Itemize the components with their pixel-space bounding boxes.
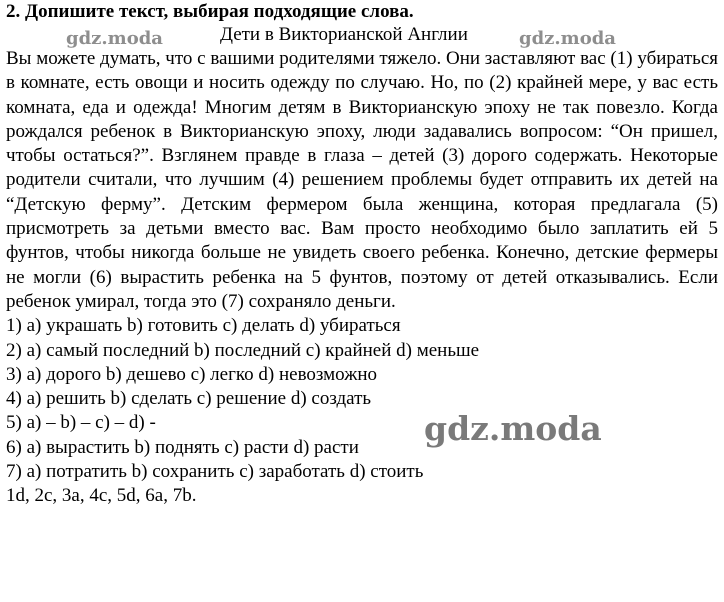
passage-text: Вы можете думать, что с вашими родителями тяжело. Они заставляют вас (1) убираться в комнате, есть овощи и носить одежду по случаю. Но, по (2) крайней мере, у вас есть комната, еда и одежда! Многим детям в Викторианскую эпоху не так повезло. Когда рождался ребенок в Викторианскую эпоху, люди задавались вопросом: “Он пришел, чтобы остаться?”. Взглянем правде в глаза – детей (3) дорого содержать. Некоторые родители считали, что лучшим (4) решением проблемы будет отправить их детей на “Детскую ферму”. Детским фермером была женщина, которая предлагала (5) присмотреть за детьми вместо вас. Вам просто необходимо было заплатить ей 5 фунтов, чтобы никогда больше не увидеть своего ребенка. Конечно, детские фермеры не могли (6) вырастить ребенка на 5 фунтов, поэтому от детей отказывались. Если ребенок умирал, тогда это (7) сохраняло деньги. (6, 48, 718, 312)
answer-key: 1d, 2c, 3a, 4c, 5d, 6a, 7b. (6, 485, 197, 507)
watermark-top-right: gdz.moda (519, 28, 616, 49)
option-line-7: 7) a) потратить b) сохранить c) заработать d) стоить (6, 461, 424, 483)
document-page (6, 0, 718, 509)
option-line-4: 4) a) решить b) сделать c) решение d) создать (6, 388, 372, 410)
option-line-5: 5) a) – b) – c) – d) - (6, 412, 156, 434)
watermark-top-left: gdz.moda (66, 28, 163, 49)
answer-options-list (6, 314, 718, 484)
task-heading: 2. Допишите текст, выбирая подходящие слова. (6, 1, 414, 22)
text-title: Дети в Викторианской Англии (220, 24, 468, 45)
option-line-1: 1) a) украшать b) готовить c) делать d) убираться (6, 315, 401, 337)
option-line-3: 3) a) дорого b) дешево c) легко d) невозможно (6, 363, 377, 385)
option-line-6: 6) a) вырастить b) поднять c) расти d) расти (6, 436, 359, 458)
watermark-large: gdz.moda (424, 409, 602, 448)
option-line-2: 2) a) самый последний b) последний c) крайней d) меньше (6, 339, 480, 361)
